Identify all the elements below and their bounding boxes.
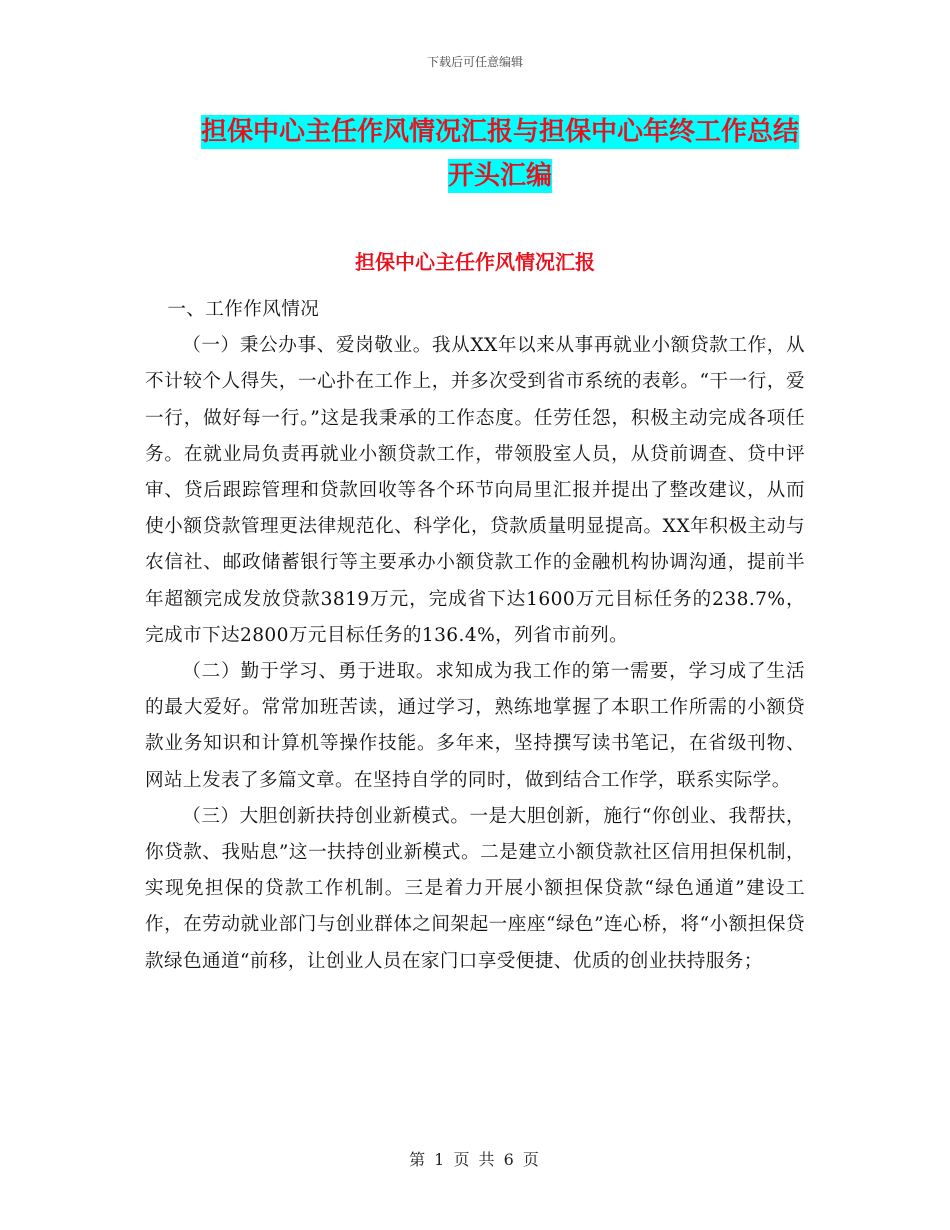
header-note: 下载后可任意编辑 xyxy=(426,55,523,69)
paragraph-2: （二）勤于学习、勇于进取。求知成为我工作的第一需要，学习成了生活的最大爱好。常常加班苦读，通过学习，熟练地掌握了本职工作所需的小额贷款业务知识和计算机等操作技能。多年来，坚持撰写读书笔记，在省级刊物、网站上发表了多篇文章。在坚持自学的同时，做到结合工作学，联系实际学。 xyxy=(145,661,805,791)
document-body xyxy=(145,292,805,980)
document-title-line2: 开头汇编 xyxy=(447,161,552,191)
section-title: 担保中心主任作风情况汇报 xyxy=(355,250,595,274)
heading-work-style: 一、工作作风情况 xyxy=(167,299,320,320)
document-title xyxy=(140,110,860,198)
paragraph-1: （一）秉公办事、爱岗敬业。我从XX年以来从事再就业小额贷款工作，从不计较个人得失，一心扑在工作上，并多次受到省市系统的表彰。“干一行，爱一行，做好每一行。”这是我秉承的工作态度。任劳任怨，积极主动完成各项任务。在就业局负责再就业小额贷款工作，带领股室人员，从贷前调查、贷中评审、贷后跟踪管理和贷款回收等各个环节向局里汇报并提出了整改建议，从而使小额贷款管理更法律规范化、科学化，贷款质量明显提高。XX年积极主动与农信社、邮政储蓄银行等主要承办小额贷款工作的金融机构协调沟通，提前半年超额完成发放贷款3819万元，完成省下达1600万元目标任务的238.7%，完成市下达2800万元目标任务的136.4%，列省市前列。 xyxy=(145,335,805,646)
document-title-line1: 担保中心主任作风情况汇报与担保中心年终工作总结 xyxy=(200,117,799,147)
page-number-footer: 第 1 页 共 6 页 xyxy=(409,1150,541,1169)
paragraph-3: （三）大胆创新扶持创业新模式。一是大胆创新，施行“你创业、我帮扶，你贷款、我贴息”这一扶持创业新模式。二是建立小额贷款社区信用担保机制，实现免担保的贷款工作机制。三是着力开展小额担保贷款“绿色通道”建设工作，在劳动就业部门与创业群体之间架起一座座“绿色”连心桥，将“小额担保贷款绿色通道“前移，让创业人员在家门口享受便捷、优质的创业扶持服务； xyxy=(145,805,805,972)
